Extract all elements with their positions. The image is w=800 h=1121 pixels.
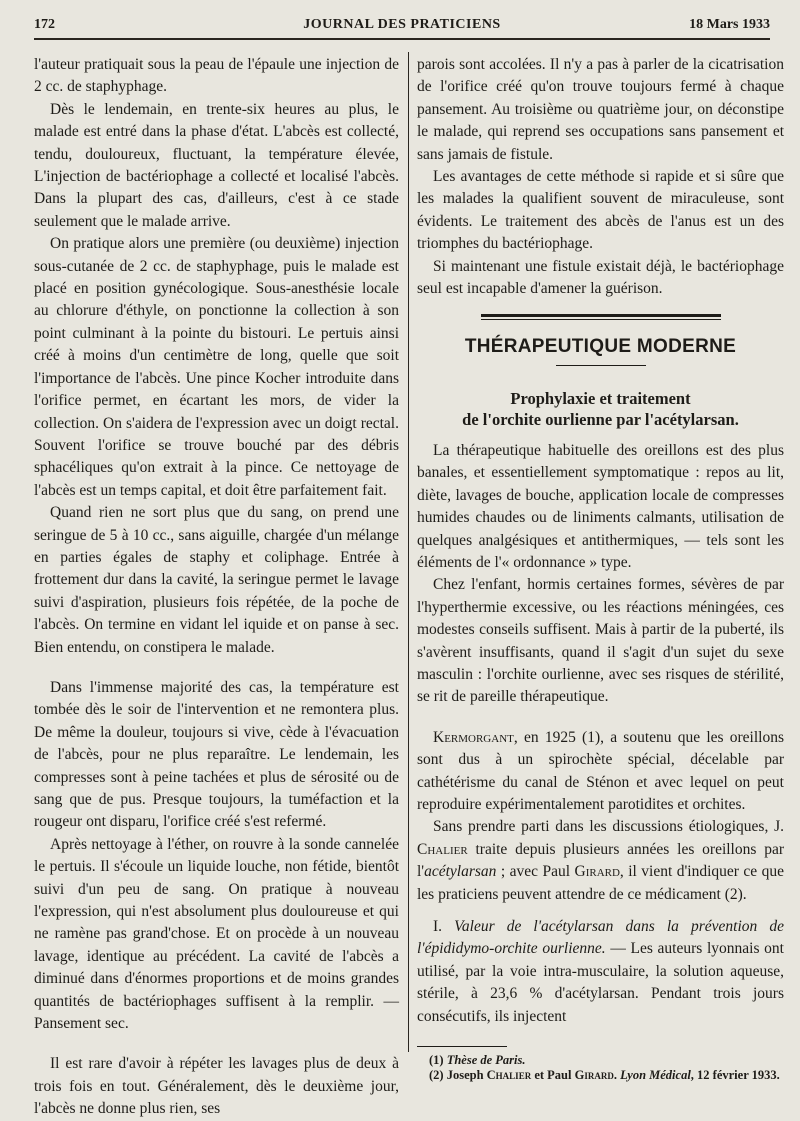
author-name: Chalier: [417, 840, 468, 858]
paragraph: parois sont accolées. Il n'y a pas à parler de la cicatrisation de l'orifice créé qu'on trouve toujours fermé à chaque pansement. Au troisième ou quatrième jour, on déconstipe le malade, qui reprend ses occupations sans pansement et sans jamais de fistule.: [417, 56, 784, 163]
footnote: (1) Thèse de Paris.: [429, 1053, 526, 1068]
paragraph: Dès le lendemain, en trente-six heures au plus, le malade est entré dans la phase d'état. L'abcès est collecté, tendu, douloureux, fluctuant, la température élevée, L'injection de bactériophage a collecté et localisé l'abcès. Dans la plupart des cas, d'ailleurs, c'est à ce stade seulement que le malade arrive.: [34, 100, 399, 230]
paragraph: l'auteur pratiquait sous la peau de l'épaule une injection de 2 cc. de staphyphage.: [34, 56, 399, 96]
article-title-line: de l'orchite ourlienne par l'acétylarsan.: [462, 409, 739, 429]
paragraph: Chez l'enfant, hormis certaines formes, sévères de par l'hyperthermie excessive, ou les réactions méningées, ces modestes conseils suffisent. Mais à partir de la puberté, ils s'avèrent insuffisants, quand il s'agit d'un sujet du sexe masculin : l'orchite ourlienne, avec ses risques de stérilité, se rit de pareille thérapeutique.: [417, 576, 784, 706]
paragraph: Les avantages de cette méthode si rapide et si sûre que les malades la qualifient souvent de miraculeuse, sont évidents. Le traitement des abcès de l'anus est un des triomphes du bactériophage.: [417, 168, 784, 253]
paragraph-chalier: Sans prendre parti dans les discussions étiologiques, J. Chalier traite depuis plusieurs années les oreillons par l'acétylarsan ; avec Paul Girard, il vient d'indiquer ce que les praticiens peuvent attendre de ce médicament (2).: [417, 818, 784, 903]
section-rule-thin: [481, 319, 721, 320]
issue-date: 18 Mars 1933: [689, 17, 770, 32]
paragraph: Il est rare d'avoir à répéter les lavages plus de deux à trois fois en tout. Généralement, dès le deuxième jour, l'abcès ne donne plus rien, ses: [34, 1055, 399, 1118]
column-divider: [408, 52, 409, 1052]
drug-name: acétylarsan: [424, 863, 497, 881]
running-header: [34, 14, 770, 36]
section-title: THÉRAPEUTIQUE MODERNE: [464, 336, 737, 358]
journal-title: JOURNAL DES PRATICIENS: [303, 17, 501, 32]
footnotes: [417, 1053, 784, 1083]
section-rule-thick: [481, 314, 721, 317]
paragraph-kermorgant: Kermorgant, en 1925 (1), a soutenu que les oreillons sont dus à un spirochète spécial, décelable par cathétérisme du canal de Sténon et avec lequel on peut reproduire expérimentalement parotidites et orchites.: [417, 728, 784, 813]
paragraph: Dans l'immense majorité des cas, la température est tombée dès le soir de l'intervention et ne remontera plus. De même la douleur, toujours si vive, cède à l'évacuation de l'abcès, pour ne plus reparaître. Le lendemain, les compresses sont à peine tachées et plus de sérosité ou de sang que de pus. Presque toujours, la tuméfaction et la rougeur ont disparu, l'orifice créé s'est refermé.: [34, 678, 399, 831]
left-column: [34, 54, 399, 1121]
paragraph: Si maintenant une fistule existait déjà, le bactériophage seul est incapable d'amener la guérison.: [417, 257, 784, 298]
author-name: Girard: [574, 863, 620, 881]
right-column: [417, 54, 784, 1083]
paragraph: La thérapeutique habituelle des oreillons est des plus banales, et essentiellement symptomatique : repos au lit, diète, lavages de bouche, application locale de compresses humides chaudes ou de liniments calmants, utilisation de quelques analgésiques et antithermiques, — tels sont les éléments de l'« ordonnance » type.: [417, 441, 784, 571]
paragraph-section-one: I. Valeur de l'acétylarsan dans la prévention de l'épididymo-orchite ourlienne. — Les auteurs lyonnais ont utilisé, par la voie intra-musculaire, la solution aqueuse, stérile, à 23,6 % d'acétylarsan. Pendant trois jours consécutifs, ils injectent: [417, 918, 784, 1025]
article-title: [417, 388, 784, 430]
paragraph: Après nettoyage à l'éther, on rouvre à la sonde cannelée le pertuis. Il s'écoule un liquide louche, non fétide, bientôt suivi d'un peu de sang. On pratique à nouveau l'expression, qui n'est absolument plus douloureuse et qui ne ramène pas grand'chose. Et on procède à un nouveau lavage, identique au précédent. La cavité de l'abcès a diminué dans d'énormes proportions et de moins grandes quantités de bactériophages suffisent à la remplir. — Pansement sec.: [34, 835, 399, 1033]
author-name: Kermorgant: [433, 728, 514, 746]
footnote-rule: [417, 1046, 507, 1047]
article-title-line: Prophylaxie et traitement: [510, 388, 691, 408]
page-number: 172: [34, 17, 55, 32]
paragraph: On pratique alors une première (ou deuxième) injection sous-cutanée de 2 cc. de staphyphage, puis le malade est placé en position gynécologique. Sous-anesthésie locale au chlorure d'éthyle, on ponctionne la collection à son point culminant à la pointe du bistouri. Le pertuis ainsi créé à moins d'un centimètre de long, quelle que soit l'importance de l'abcès. Une pince Kocher introduite dans l'orifice permet, en écartant les mors, de vider la collection. On s'aidera de l'expression avec un doigt rectal. Souvent l'orifice se trouve bouché par des débris sphacéliques qu'on extrait à la pince. Ce nettoyage de l'abcès est un temps capital, et doit être parfaitement fait.: [34, 235, 399, 499]
subsection-title: Valeur de l'acétylarsan dans la prévention de l'épididymo-orchite ourlienne.: [417, 918, 784, 958]
section-title-rule: [556, 365, 646, 366]
header-rule: [34, 38, 770, 40]
footnote: (2) Joseph Chalier et Paul Girard. Lyon Médical, 12 février 1933.: [429, 1068, 780, 1083]
paragraph: Quand rien ne sort plus que du sang, on prend une seringue de 5 à 10 cc., sans aiguille, chargée d'un mélange en parties égales de staphy et coliphage. Entrée à frottement dur dans la cavité, la seringue permet le lavage suivi d'aspiration, plusieurs fois répétée, de la poche de l'abcès. On termine en vidant lel iquide et on panse à sec. Bien entendu, on constipera le malade.: [34, 504, 399, 656]
